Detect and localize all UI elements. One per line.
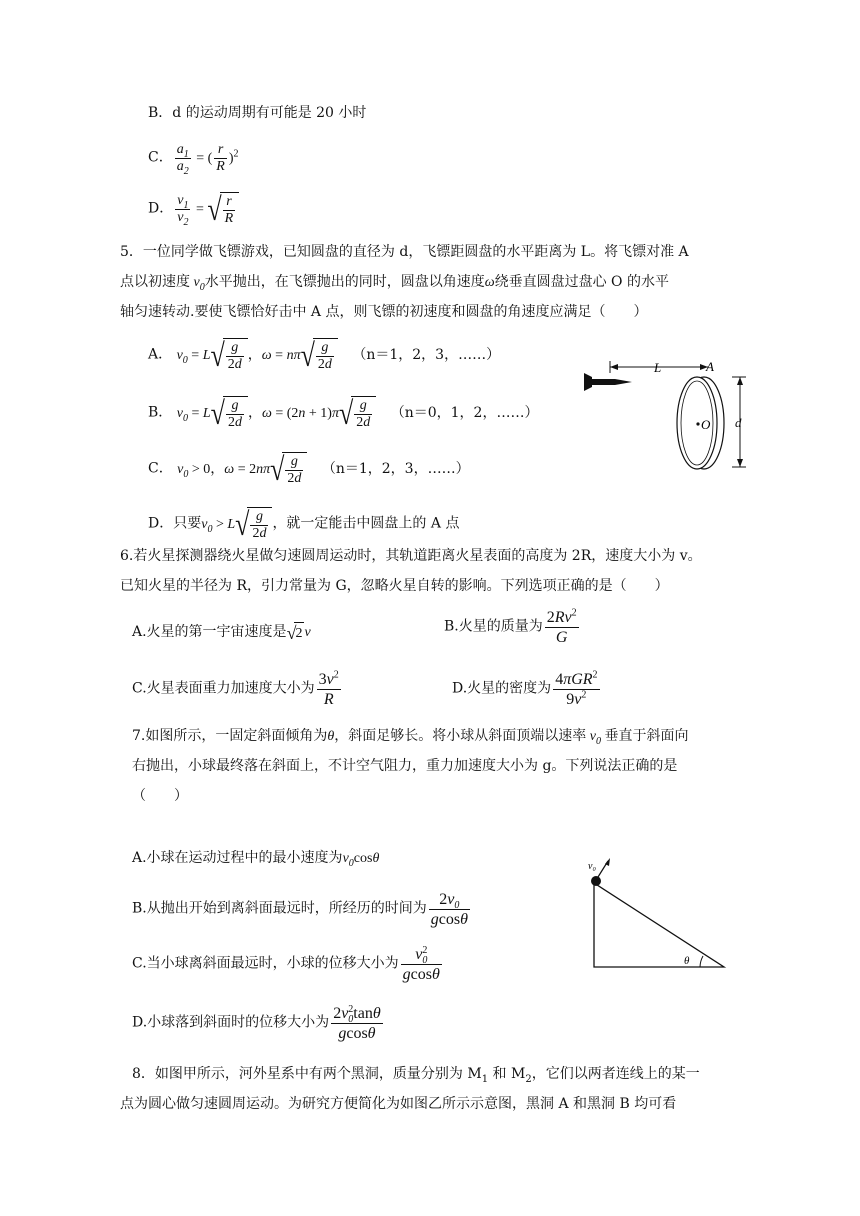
q5-option-b (148, 396, 538, 431)
dart-icon (584, 373, 632, 391)
q5-option-a-label: A． (148, 346, 173, 363)
q5-option-c-label: C． (148, 460, 173, 477)
q5-stem-line3: 轴匀速转动.要使飞镖恰好击中 A 点，则飞镖的初速度和圆盘的角速度应满足（ ） (120, 304, 648, 320)
fig-label-a: A (706, 359, 714, 374)
q5-option-d-label: D．只要 (148, 515, 202, 532)
q7-stem-part-a: 7.如图所示，一固定斜面倾角为 (132, 728, 328, 744)
q8-stem-line1: 8．如图甲所示，河外星系中有两个黑洞，质量分别为 $M_1$ 和 $M_2$，它们以两者连线上的某一 (132, 1066, 700, 1085)
q5-dart-disc-figure (580, 355, 760, 475)
q5-stem-line2 (120, 272, 669, 293)
q6-option-c-label: C.火星表面重力加速度大小为 (132, 680, 315, 697)
q7-option-b-label: B.从抛出开始到离斜面最远时，所经历的时间为 (132, 900, 427, 917)
q4-option-c-label: C． (148, 149, 173, 166)
q5-stem-part-b: 水平抛出，在飞镖抛出的同时，圆盘以角速度 (204, 274, 485, 290)
q5-stem-line1: 5．一位同学做飞镖游戏，已知圆盘的直径为 d，飞镖距圆盘的水平距离为 L。将飞镖对准 A (120, 244, 689, 260)
q7-option-d-formula: $\frac{2v_0^2\tan\theta}{gcos\theta}$ (333, 1003, 381, 1042)
q7-stem-line1 (132, 726, 688, 747)
q4-option-b: B．d 的运动周期有可能是 20 小时 (148, 105, 367, 121)
q8-stem-part-c: ，它们以两者连线上的某一 (531, 1066, 700, 1082)
fig-label-v0: v₀ (588, 861, 596, 872)
q4-option-c-formula: $\frac{a_1}{a_2}$ = ( $\frac{r}{R}$ )$^2$ (176, 142, 239, 177)
q6-option-d-label: D.火星的密度为 (452, 680, 552, 697)
fig-label-l: L (654, 360, 662, 375)
q6-option-a (132, 618, 311, 648)
q7-option-a-formula: $v_0\cos\theta$ (342, 851, 380, 869)
q7-option-b-formula: $\frac{2v_0}{gcos\theta}$ (430, 891, 468, 928)
q5-option-d-tail: ，就一定能击中圆盘上的 A 点 (272, 515, 460, 532)
q8-stem-part-b: 和 M (488, 1066, 526, 1082)
q5-option-c-range: （n＝1，2，3，……） (321, 460, 470, 477)
q7-option-d-label: D.小球落到斜面时的位移大小为 (132, 1014, 330, 1031)
q6-option-c-formula: $\frac{3v^2}{R}$ (318, 669, 339, 708)
fig-label-d: d (735, 415, 742, 430)
q5-option-b-label: B． (148, 404, 173, 421)
q6-option-d (452, 670, 602, 709)
q5-option-d-formula: $v_0 > L√$ $\frac{g}{2d}$ (201, 517, 272, 532)
q5-stem-part-a: 点以初速度 (120, 274, 190, 290)
q7-stem-line2: 右抛出，小球最终落在斜面上，不计空气阻力，重力加速度大小为 g。下列说法正确的是 (132, 758, 678, 774)
q6-option-b-label: B.火星的质量为 (444, 618, 543, 635)
q7-theta-symbol: θ (327, 729, 335, 744)
q7-option-c-formula: $\frac{v_0^2}{gcos\theta}$ (402, 944, 440, 983)
q5-stem-part-c: 绕垂直圆盘过盘心 O 的水平 (494, 274, 669, 290)
q5-option-c-formula: $v_0 > 0$，ω = 2nπ√ $\frac{g}{2d}$ (177, 462, 307, 477)
q7-stem-line3: （ ） (132, 788, 188, 804)
q7-incline-figure (580, 855, 740, 975)
q4-option-d-label: D． (148, 200, 174, 217)
q5-option-d (148, 507, 459, 542)
q6-option-d-formula: $\frac{4\pi GR^2}{9v^2}$ (555, 669, 598, 708)
q4-option-d (148, 192, 239, 227)
q6-option-a-formula: √2 v (286, 623, 311, 643)
q6-stem-line2: 已知火星的半径为 R，引力常量为 G，忽略火星自转的影响。下列选项正确的是（ ） (120, 578, 669, 594)
q5-omega-symbol: ω (484, 275, 495, 290)
q5-option-a-range: （n＝1，2，3，……） (352, 346, 501, 363)
q4-option-c (148, 142, 239, 175)
q6-option-b (444, 608, 581, 647)
q5-option-a (148, 338, 500, 373)
fig-label-theta: θ (684, 955, 690, 967)
q4-option-d-formula: $\frac{v_1}{v_2}$ = √ $\frac{r}{R}$ (173, 202, 239, 217)
q7-option-b (132, 890, 472, 929)
q7-option-c-label: C.当小球离斜面最远时，小球的位移大小为 (132, 955, 399, 972)
q5-option-a-formula: $v_0 = L√$ $\frac{g}{2d}$ ，ω = nπ√ $\frac{g}{2d}$ (177, 348, 338, 363)
q5-v0-symbol: $v_0$ (190, 275, 205, 293)
q8-stem-line2: 点为圆心做匀速圆周运动。为研究方便简化为如图乙所示示意图，黑洞 A 和黑洞 B 均可看 (120, 1096, 677, 1112)
q7-option-a-label: A.小球在运动过程中的最小速度为 (132, 850, 343, 866)
q5-option-b-formula: $v_0 = L√$ $\frac{g}{2d}$ ，ω = (2n + 1)π√ $\frac{g}{2d}$ (177, 406, 377, 421)
q7-stem-part-b: ，斜面足够长。将小球从斜面顶端以速率 (334, 728, 587, 744)
fig-label-o: O (701, 417, 711, 432)
q5-option-b-range: （n＝0，1，2，……） (390, 404, 539, 421)
q6-option-c (132, 670, 343, 709)
ball-icon (591, 876, 601, 886)
q5-option-c (148, 452, 470, 487)
q6-option-b-formula: $\frac{2Rv^2}{G}$ (546, 607, 577, 646)
q7-option-c (132, 945, 444, 984)
q7-stem-part-c: 垂直于斜面向 (604, 728, 689, 744)
q8-stem-part-a: 8．如图甲所示，河外星系中有两个黑洞，质量分别为 M (132, 1066, 482, 1082)
q6-stem-line1: 6.若火星探测器绕火星做匀速圆周运动时，其轨道距离火星表面的高度为 2R，速度大小为 v。 (120, 548, 702, 564)
q6-option-a-label: A.火星的第一宇宙速度是 (132, 624, 287, 641)
q7-option-a (132, 848, 379, 869)
q7-option-d (132, 1004, 385, 1043)
q7-v0-symbol: $v_0$ (586, 729, 601, 747)
